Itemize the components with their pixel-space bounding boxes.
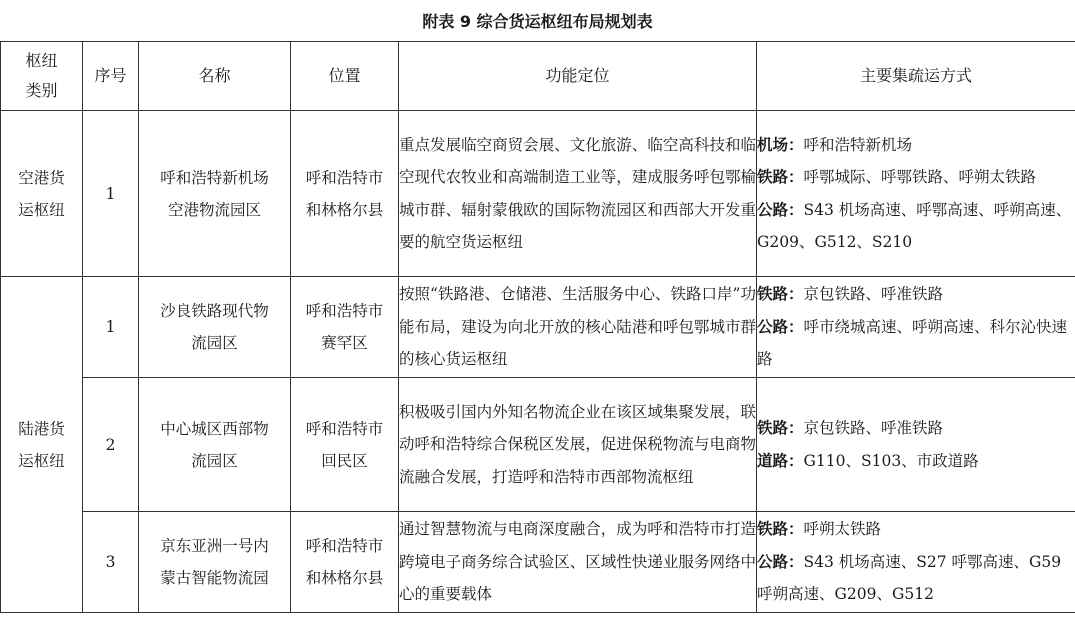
- name-cell: 中心城区西部物 流园区: [139, 378, 291, 512]
- header-category: 枢纽 类别: [1, 42, 83, 111]
- function-cell: 重点发展临空商贸会展、文化旅游、临空高科技和临空现代农牧业和高端制造工业等，建成服务呼包鄂榆城市群、辐射蒙俄欧的国际物流园区和西部大开发重要的航空货运枢纽: [399, 111, 757, 277]
- index-cell: 3: [83, 512, 139, 613]
- mode-item: 铁路：京包铁路、呼准铁路: [757, 284, 944, 304]
- table-row: [1, 378, 1075, 512]
- page-title: 附表 9 综合货运枢纽布局规划表: [422, 12, 653, 31]
- function-cell: 按照“铁路港、仓储港、生活服务中心、铁路口岸”功能布局，建设为向北开放的核心陆港和呼包鄂城市群的核心货运枢纽: [399, 277, 757, 378]
- location-cell: 呼和浩特市 和林格尔县: [291, 111, 399, 277]
- modes-cell: [757, 277, 1075, 378]
- mode-item: 公路：呼市绕城高速、呼朔高速、科尔沁快速路: [757, 316, 1068, 369]
- modes-cell: [757, 512, 1075, 613]
- index-cell: 1: [83, 277, 139, 378]
- mode-item: 铁路：京包铁路、呼准铁路: [757, 418, 944, 437]
- category-cell: 空港货 运枢纽: [1, 111, 83, 277]
- location-cell: 呼和浩特市 和林格尔县: [291, 512, 399, 613]
- header-function: 功能定位: [399, 42, 757, 111]
- mode-item: 机场：呼和浩特新机场: [757, 134, 913, 154]
- mode-item: 铁路：呼朔太铁路: [757, 519, 882, 539]
- mode-item: 铁路：呼鄂城际、呼鄂铁路、呼朔太铁路: [757, 167, 1037, 186]
- table-row: [1, 111, 1075, 277]
- mode-item: 公路：S43 机场高速、呼鄂高速、呼朔高速、G209、G512、S210: [757, 199, 1072, 251]
- table-row: [1, 277, 1075, 378]
- header-name: 名称: [139, 42, 291, 111]
- header-modes: 主要集疏运方式: [757, 42, 1075, 111]
- index-cell: 1: [83, 111, 139, 277]
- modes-cell: [757, 111, 1075, 277]
- function-cell: 积极吸引国内外知名物流企业在该区域集聚发展，联动呼和浩特综合保税区发展，促进保税物流与电商物流融合发展，打造呼和浩特市西部物流枢纽: [399, 378, 757, 512]
- table-row: [1, 512, 1075, 613]
- function-cell: 通过智慧物流与电商深度融合，成为呼和浩特市打造跨境电子商务综合试验区、区域性快递业服务网络中心的重要载体: [399, 512, 757, 613]
- index-cell: 2: [83, 378, 139, 512]
- name-cell: 呼和浩特新机场 空港物流园区: [139, 111, 291, 277]
- name-cell: 京东亚洲一号内 蒙古智能物流园: [139, 512, 291, 613]
- modes-cell: [757, 378, 1075, 512]
- hub-plan-table: [0, 41, 1075, 613]
- location-cell: 呼和浩特市 回民区: [291, 378, 399, 512]
- header-location: 位置: [291, 42, 399, 111]
- location-cell: 呼和浩特市 赛罕区: [291, 277, 399, 378]
- category-cell: 陆港货 运枢纽: [1, 277, 83, 613]
- name-cell: 沙良铁路现代物 流园区: [139, 277, 291, 378]
- mode-item: 道路：G110、S103、市政道路: [757, 450, 979, 470]
- header-index: 序号: [83, 42, 139, 111]
- mode-item: 公路：S43 机场高速、S27 呼鄂高速、G59 呼朔高速、G209、G512: [757, 551, 1062, 604]
- header-row: [1, 42, 1075, 111]
